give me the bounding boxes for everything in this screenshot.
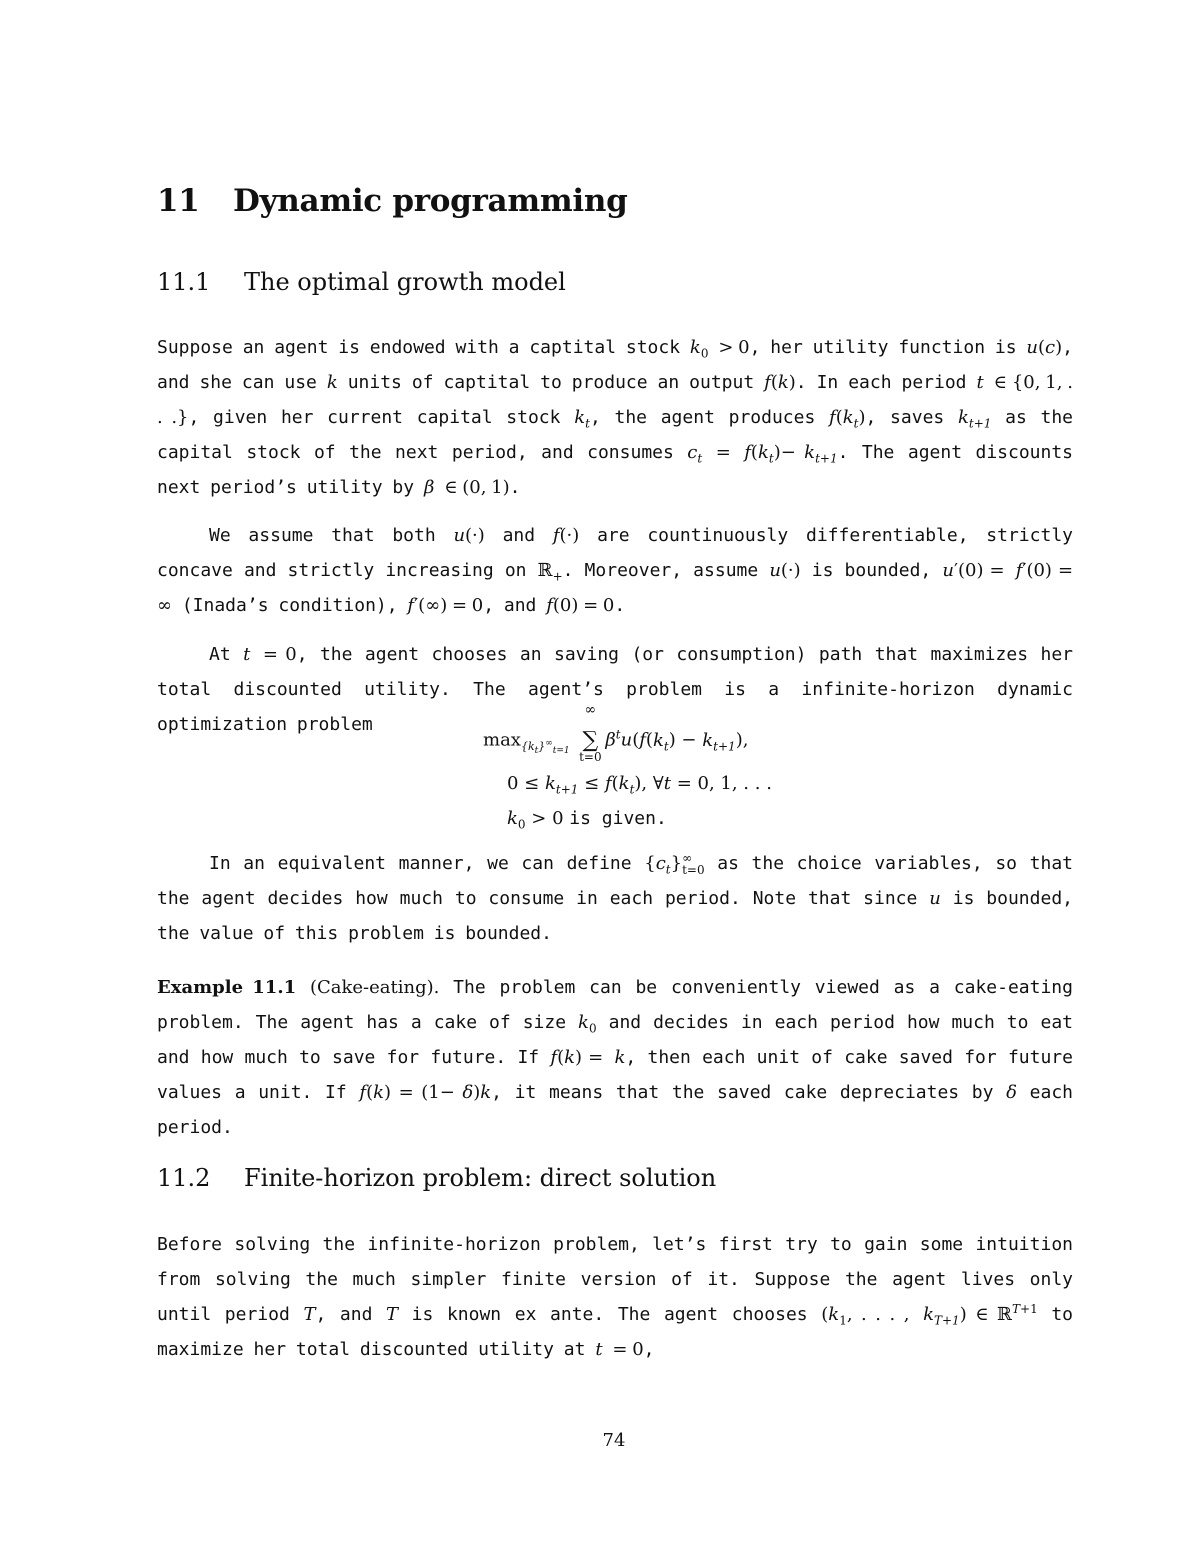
- summation-symbol: ∞ ∑ t=0: [579, 702, 602, 764]
- paragraph-equivalent-formulation: In an equivalent manner, we can define $\{c_t\}^\infty_{t=0}$ as the choice variables, so that the agent decides how much to consume in each period. Note that since u is bounded, the value of this problem is bounded.: [157, 851, 1074, 944]
- section-heading-11-1: [157, 268, 566, 296]
- equation-initial-condition: $k_0 > 0$ is given.: [507, 808, 667, 832]
- paragraph-problem-statement: At t = 0, the agent chooses an saving (or consumption) path that maximizes her total discounted utility. The agent’s problem is a infinite-horizon dynamic optimization problem: [157, 644, 1073, 735]
- chapter-title: Dynamic programming: [233, 183, 628, 219]
- page-number: 74: [602, 1430, 626, 1451]
- example-title: (Cake-eating).: [309, 977, 440, 998]
- section-number: 11.2: [157, 1164, 211, 1192]
- example-cake-eating: Example 11.1 (Cake-eating). The problem can be conveniently viewed as a cake-eating problem. The agent has a cake of size $k_0$ and decides in each period how much to eat and how much to save for future. If f(k) = k, then each unit of cake saved for future values a unit. If f(k) = (1− δ)k, it means that the saved cake depreciates by δ each period.: [157, 977, 1074, 1138]
- section-title: Finite-horizon problem: direct solution: [244, 1164, 717, 1192]
- example-label: Example 11.1: [157, 977, 297, 998]
- chapter-heading: [157, 183, 627, 219]
- equation-constraint: $0 \le k_{t+1} \le f(k_t)$, ∀t = 0, 1, . . .: [507, 773, 772, 797]
- equation-objective: $\max_{\{k_t\}^\infty_{t=1}}$ ∞ ∑ t=0 $\beta^tu(f(k_t) - k_{t+1})$,: [483, 702, 749, 764]
- paragraph-assumptions: We assume that both u(·) and f(·) are countinuously differentiable, strictly concave and strictly increasing on ℝ$_+$. Moreover, assume u(·) is bounded, u′(0) = f′(0) = ∞ (Inada’s condition), f′(∞) = 0, and f(0) = 0.: [157, 525, 1074, 616]
- paragraph-model-setup: Suppose an agent is endowed with a captital stock $k_0 > 0$, her utility function is u(c), and she can use k units of captital to produce an output f(k). In each period t ∈ {0, 1, . . .}, given her current capital stock $k_t$, the agent produces $f(k_t)$, saves $k_{t+1}$ as the capital stock of the next period, and consumes $c_t = f(k_t)- k_{t+1}$. The agent discounts next period’s utility by β ∈ (0, 1).: [157, 337, 1074, 498]
- chapter-number: 11: [157, 183, 200, 219]
- section-heading-11-2: [157, 1164, 716, 1192]
- section-number: 11.1: [157, 268, 211, 296]
- section-title: The optimal growth model: [244, 268, 566, 296]
- paragraph-finite-horizon: Before solving the infinite-horizon problem, let’s first try to gain some intuition from solving the much simpler finite version of it. Suppose the agent lives only until period T, and T is known ex ante. The agent chooses ($k_1$, . . . , $k_{T+1}$) ∈ ℝ$^{T+1}$ to maximize her total discounted utility at t = 0,: [157, 1234, 1074, 1360]
